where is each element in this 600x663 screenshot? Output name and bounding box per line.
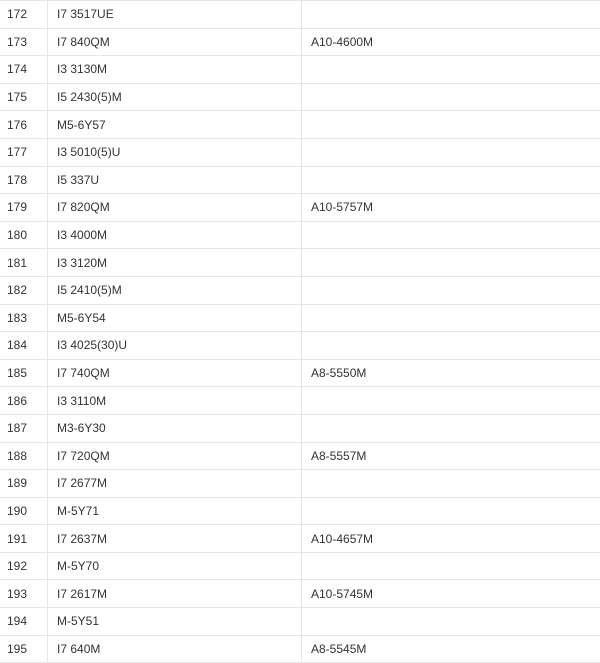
table-row xyxy=(0,166,600,194)
cell-amd-model xyxy=(302,552,600,580)
table-row xyxy=(0,1,600,29)
cell-amd-model xyxy=(302,497,600,525)
cell-rank: 190 xyxy=(0,497,48,525)
cell-rank: 177 xyxy=(0,138,48,166)
cell-intel-model: M3-6Y30 xyxy=(48,414,302,442)
cell-intel-model: I3 4000M xyxy=(48,221,302,249)
cell-rank: 192 xyxy=(0,552,48,580)
cell-rank: 183 xyxy=(0,304,48,332)
table-row xyxy=(0,332,600,360)
cell-intel-model: M-5Y70 xyxy=(48,552,302,580)
cell-intel-model: I3 5010(5)U xyxy=(48,138,302,166)
cell-intel-model: I3 3110M xyxy=(48,387,302,415)
cell-amd-model: A8-5545M xyxy=(302,635,600,663)
table-row xyxy=(0,194,600,222)
table-row xyxy=(0,221,600,249)
table-row xyxy=(0,83,600,111)
cell-amd-model xyxy=(302,387,600,415)
table-body xyxy=(0,1,600,663)
table-row xyxy=(0,470,600,498)
table-row xyxy=(0,442,600,470)
table-row xyxy=(0,387,600,415)
cell-amd-model xyxy=(302,276,600,304)
cell-amd-model: A8-5550M xyxy=(302,359,600,387)
cell-rank: 180 xyxy=(0,221,48,249)
cell-rank: 187 xyxy=(0,414,48,442)
table-row xyxy=(0,359,600,387)
cell-intel-model: I5 2410(5)M xyxy=(48,276,302,304)
cell-intel-model: I7 2637M xyxy=(48,525,302,553)
cell-amd-model: A10-4600M xyxy=(302,28,600,56)
cell-intel-model: I3 3130M xyxy=(48,56,302,84)
cell-rank: 185 xyxy=(0,359,48,387)
cell-amd-model xyxy=(302,111,600,139)
cell-amd-model xyxy=(302,56,600,84)
table-row xyxy=(0,552,600,580)
cell-amd-model xyxy=(302,470,600,498)
cell-amd-model xyxy=(302,138,600,166)
cell-rank: 193 xyxy=(0,580,48,608)
cell-intel-model: M-5Y51 xyxy=(48,608,302,636)
cell-rank: 186 xyxy=(0,387,48,415)
table-row xyxy=(0,56,600,84)
cell-amd-model xyxy=(302,1,600,29)
cell-amd-model xyxy=(302,414,600,442)
cell-rank: 181 xyxy=(0,249,48,277)
cell-intel-model: M-5Y71 xyxy=(48,497,302,525)
table-row xyxy=(0,635,600,663)
table-row xyxy=(0,497,600,525)
cell-rank: 173 xyxy=(0,28,48,56)
cell-rank: 174 xyxy=(0,56,48,84)
cell-amd-model xyxy=(302,608,600,636)
cell-amd-model xyxy=(302,332,600,360)
cell-amd-model xyxy=(302,166,600,194)
table-row xyxy=(0,525,600,553)
cell-rank: 195 xyxy=(0,635,48,663)
cell-amd-model xyxy=(302,304,600,332)
cell-intel-model: I7 840QM xyxy=(48,28,302,56)
cell-intel-model: I7 740QM xyxy=(48,359,302,387)
cell-amd-model: A10-5745M xyxy=(302,580,600,608)
cell-intel-model: I3 3120M xyxy=(48,249,302,277)
cell-rank: 178 xyxy=(0,166,48,194)
table-row xyxy=(0,28,600,56)
cell-intel-model: I7 2617M xyxy=(48,580,302,608)
cell-intel-model: M5-6Y57 xyxy=(48,111,302,139)
cell-intel-model: I5 2430(5)M xyxy=(48,83,302,111)
cell-rank: 189 xyxy=(0,470,48,498)
table-row xyxy=(0,414,600,442)
table-row xyxy=(0,111,600,139)
cell-rank: 182 xyxy=(0,276,48,304)
table-row xyxy=(0,304,600,332)
cell-intel-model: I7 640M xyxy=(48,635,302,663)
cell-rank: 184 xyxy=(0,332,48,360)
cell-amd-model: A10-4657M xyxy=(302,525,600,553)
cell-intel-model: I7 820QM xyxy=(48,194,302,222)
table-row xyxy=(0,580,600,608)
cell-amd-model xyxy=(302,83,600,111)
cell-intel-model: I3 4025(30)U xyxy=(48,332,302,360)
cell-intel-model: I7 3517UE xyxy=(48,1,302,29)
cell-rank: 175 xyxy=(0,83,48,111)
table-row xyxy=(0,608,600,636)
cell-intel-model: M5-6Y54 xyxy=(48,304,302,332)
cell-amd-model: A10-5757M xyxy=(302,194,600,222)
cell-rank: 176 xyxy=(0,111,48,139)
cell-amd-model xyxy=(302,221,600,249)
cell-rank: 179 xyxy=(0,194,48,222)
cell-intel-model: I7 720QM xyxy=(48,442,302,470)
cell-intel-model: I5 337U xyxy=(48,166,302,194)
table-row xyxy=(0,138,600,166)
cell-rank: 188 xyxy=(0,442,48,470)
cell-rank: 194 xyxy=(0,608,48,636)
cell-rank: 172 xyxy=(0,1,48,29)
table-row xyxy=(0,249,600,277)
cell-amd-model xyxy=(302,249,600,277)
cell-rank: 191 xyxy=(0,525,48,553)
cell-intel-model: I7 2677M xyxy=(48,470,302,498)
cell-amd-model: A8-5557M xyxy=(302,442,600,470)
table-row xyxy=(0,276,600,304)
